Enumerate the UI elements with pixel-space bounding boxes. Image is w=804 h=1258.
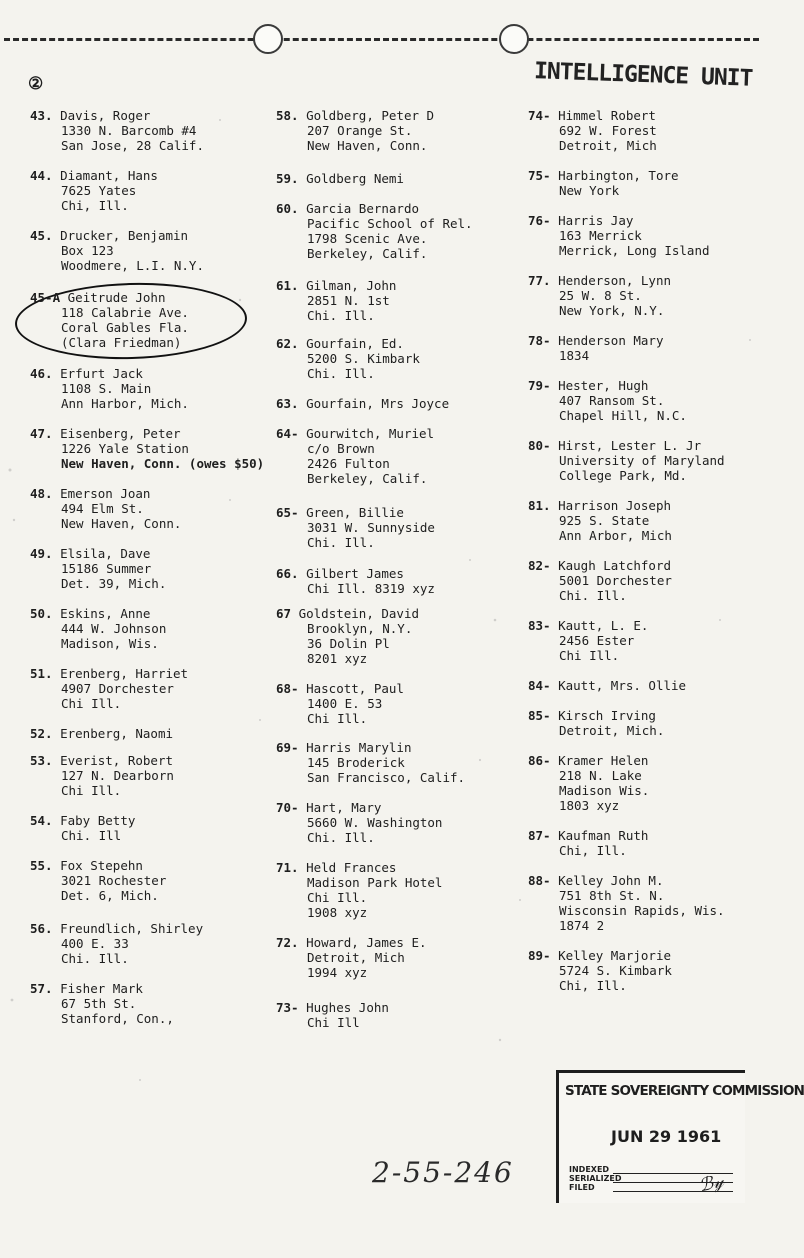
- entry-address-line: Madison Wis.: [559, 783, 650, 798]
- list-entry: [30, 546, 166, 591]
- list-entry: [30, 726, 173, 741]
- entry-address-line: 67 5th St.: [61, 996, 137, 1011]
- list-entry: [276, 336, 420, 381]
- entry-name-line: [528, 873, 725, 888]
- entry-address-line: Berkeley, Calif.: [307, 471, 428, 486]
- entry-name-line: [30, 108, 204, 123]
- list-entry: [528, 753, 649, 813]
- entry-name: Goldberg Nemi: [306, 171, 404, 186]
- entry-number: 81.: [528, 498, 551, 513]
- entry-number: 46.: [30, 366, 53, 381]
- serialized-label: SERIALIZED: [569, 1174, 622, 1183]
- entry-address-line: University of Maryland: [559, 453, 725, 468]
- entry-address-line: New Haven, Conn. (owes $50): [61, 456, 265, 471]
- entry-address-line: Detroit, Mich: [559, 138, 657, 153]
- entry-address-line: 25 W. 8 St.: [559, 288, 642, 303]
- entry-address-line: Madison Park Hotel: [307, 875, 443, 890]
- entry-address-line: Chi. Ill.: [307, 830, 375, 845]
- entry-number: 60.: [276, 201, 299, 216]
- entry-address-line: 15186 Summer: [61, 561, 152, 576]
- commission-labels: [569, 1165, 622, 1192]
- entry-name-line: [276, 800, 442, 815]
- entry-address-line: Ann Harbor, Mich.: [61, 396, 189, 411]
- list-entry: [528, 168, 679, 198]
- entry-number: 62.: [276, 336, 299, 351]
- entry-name-line: [30, 168, 158, 183]
- entry-address-line: Chi. Ill.: [559, 588, 627, 603]
- entry-address-line: San Francisco, Calif.: [307, 770, 466, 785]
- entry-number: 89-: [528, 948, 551, 963]
- entry-address-line: Coral Gables Fla.: [61, 320, 189, 335]
- entry-address-line: Chi. Ill.: [307, 535, 375, 550]
- list-entry: [276, 1000, 389, 1030]
- list-entry: [276, 681, 404, 726]
- entry-name-line: [276, 935, 427, 950]
- entry-number: 67: [276, 606, 292, 621]
- entry-name: Elsila, Dave: [60, 546, 151, 561]
- entry-address-line: Detroit, Mich.: [559, 723, 665, 738]
- entry-address-line: Chi. Ill.: [307, 366, 375, 381]
- entry-name: Hester, Hugh: [558, 378, 649, 393]
- entry-name: Fox Stepehn: [60, 858, 143, 873]
- entry-address-line: Chi Ill: [307, 1015, 360, 1030]
- entry-name-line: [276, 278, 396, 293]
- entry-name-line: [276, 1000, 389, 1015]
- entry-address-line: New York: [559, 183, 620, 198]
- entry-address-line: San Jose, 28 Calif.: [61, 138, 204, 153]
- entry-address-line: Chi Ill.: [307, 711, 368, 726]
- entry-name-line: [30, 753, 174, 768]
- list-entry: [276, 566, 435, 596]
- entry-name-line: [528, 558, 672, 573]
- entry-address-line: College Park, Md.: [559, 468, 687, 483]
- entry-name: Kelley John M.: [558, 873, 664, 888]
- list-entry: [528, 273, 671, 318]
- entry-address-line: Detroit, Mich: [307, 950, 405, 965]
- entry-number: 84-: [528, 678, 551, 693]
- list-entry: [276, 426, 434, 486]
- list-entry: [276, 606, 419, 666]
- entry-number: 65-: [276, 505, 299, 520]
- list-entry: [528, 948, 672, 993]
- entry-number: 43.: [30, 108, 53, 123]
- entry-number: 45-A: [30, 290, 61, 305]
- entry-name-line: [276, 171, 404, 186]
- entry-name: Held Frances: [306, 860, 397, 875]
- entry-address-line: Berkeley, Calif.: [307, 246, 428, 261]
- entry-name: Freundlich, Shirley: [60, 921, 204, 936]
- page-number: ②: [28, 74, 44, 94]
- entry-address-line: 36 Dolin Pl: [307, 636, 390, 651]
- entry-number: 64-: [276, 426, 299, 441]
- punch-hole-left: [253, 24, 283, 54]
- entry-name: Gourfain, Ed.: [306, 336, 404, 351]
- entry-address-line: 444 W. Johnson: [61, 621, 167, 636]
- entry-address-line: 1400 E. 53: [307, 696, 383, 711]
- entry-address-line: Chi Ill. 8319 xyz: [307, 581, 435, 596]
- entry-name: Harris Marylin: [306, 740, 412, 755]
- entry-name-line: [276, 740, 465, 755]
- entry-name-line: [30, 813, 135, 828]
- entry-address-line: 400 E. 33: [61, 936, 129, 951]
- entry-name-line: [528, 438, 725, 453]
- entry-name-line: [276, 426, 434, 441]
- list-entry: [30, 228, 204, 273]
- entry-name: Hirst, Lester L. Jr: [558, 438, 702, 453]
- list-entry: [528, 828, 648, 858]
- list-entry: [276, 171, 404, 186]
- entry-name-line: [528, 213, 710, 228]
- entry-address-line: Woodmere, L.I. N.Y.: [61, 258, 204, 273]
- entry-name: Kramer Helen: [558, 753, 649, 768]
- entry-address-line: 5001 Dorchester: [559, 573, 672, 588]
- entry-address-line: 1908 xyz: [307, 905, 368, 920]
- entry-number: 87-: [528, 828, 551, 843]
- entry-address-line: 118 Calabrie Ave.: [61, 305, 189, 320]
- entry-name-line: [528, 618, 648, 633]
- entry-address-line: 7625 Yates: [61, 183, 137, 198]
- list-entry: [276, 108, 434, 153]
- list-entry: [276, 278, 396, 323]
- entry-name-line: [528, 498, 672, 513]
- entry-number: 63.: [276, 396, 299, 411]
- entry-name: Diamant, Hans: [60, 168, 158, 183]
- entry-address-line: 145 Broderick: [307, 755, 405, 770]
- entry-name-line: [528, 948, 672, 963]
- list-entry: [528, 618, 648, 663]
- entry-address-line: 163 Merrick: [559, 228, 642, 243]
- entry-name-line: [528, 753, 649, 768]
- entry-number: 45.: [30, 228, 53, 243]
- entry-name-line: [30, 666, 188, 681]
- entry-name: Hascott, Paul: [306, 681, 404, 696]
- entry-name-line: [276, 566, 435, 581]
- entry-number: 55.: [30, 858, 53, 873]
- list-entry: [276, 935, 427, 980]
- entry-number: 52.: [30, 726, 53, 741]
- entry-address-line: 3031 W. Sunnyside: [307, 520, 435, 535]
- entry-name: Eskins, Anne: [60, 606, 151, 621]
- entry-address-line: 1798 Scenic Ave.: [307, 231, 428, 246]
- entry-name-line: [30, 858, 166, 873]
- entry-number: 66.: [276, 566, 299, 581]
- entry-name-line: [30, 726, 173, 741]
- list-entry: [30, 290, 189, 350]
- entry-address-line: 2426 Fulton: [307, 456, 390, 471]
- entry-name: Howard, James E.: [306, 935, 427, 950]
- entry-number: 85-: [528, 708, 551, 723]
- entry-name-line: [276, 860, 442, 875]
- list-entry: [30, 858, 166, 903]
- entry-number: 70-: [276, 800, 299, 815]
- entry-address-line: Chi Ill.: [307, 890, 368, 905]
- commission-date: JUN 29 1961: [611, 1127, 722, 1146]
- entry-name: Gilman, John: [306, 278, 397, 293]
- entry-name-line: [30, 426, 264, 441]
- entry-name: Gilbert James: [306, 566, 404, 581]
- entry-name: Kautt, L. E.: [558, 618, 649, 633]
- entry-name-line: [30, 290, 189, 305]
- entry-name-line: [276, 606, 419, 621]
- list-entry: [30, 753, 174, 798]
- entry-name: Green, Billie: [306, 505, 404, 520]
- entry-number: 77.: [528, 273, 551, 288]
- entry-address-line: Chi, Ill.: [61, 198, 129, 213]
- entry-address-line: 751 8th St. N.: [559, 888, 665, 903]
- entry-address-line: (Clara Friedman): [61, 335, 182, 350]
- entry-name-line: [30, 606, 166, 621]
- entry-address-line: Wisconsin Rapids, Wis.: [559, 903, 725, 918]
- entry-name: Henderson Mary: [558, 333, 664, 348]
- list-entry: [30, 666, 188, 711]
- entry-name-line: [276, 108, 434, 123]
- entry-number: 48.: [30, 486, 53, 501]
- entry-address-line: Ann Arbor, Mich: [559, 528, 672, 543]
- entry-address-line: Stanford, Con.,: [61, 1011, 174, 1026]
- entry-address-line: 407 Ransom St.: [559, 393, 665, 408]
- entry-name: Himmel Robert: [558, 108, 656, 123]
- list-entry: [528, 333, 663, 363]
- entry-address-line: 5660 W. Washington: [307, 815, 443, 830]
- list-entry: [528, 213, 710, 258]
- entry-name: Drucker, Benjamin: [60, 228, 189, 243]
- entry-name: Erenberg, Harriet: [60, 666, 189, 681]
- entry-number: 86-: [528, 753, 551, 768]
- list-entry: [30, 486, 181, 531]
- entry-address-line: 3021 Rochester: [61, 873, 167, 888]
- entry-name-line: [30, 486, 181, 501]
- entry-name-line: [528, 108, 657, 123]
- commission-title: STATE SOVEREIGNTY COMMISSION: [565, 1083, 804, 1099]
- entry-name-line: [276, 505, 435, 520]
- entry-address-line: Det. 6, Mich.: [61, 888, 159, 903]
- entry-address-line: Chi. Ill.: [61, 951, 129, 966]
- entry-address-line: Chi, Ill.: [559, 978, 627, 993]
- entry-name: Kautt, Mrs. Ollie: [558, 678, 687, 693]
- entry-address-line: Chi. Ill: [61, 828, 122, 843]
- entry-address-line: 4907 Dorchester: [61, 681, 174, 696]
- list-entry: [30, 606, 166, 651]
- entry-name: Davis, Roger: [60, 108, 151, 123]
- entry-name: Hughes John: [306, 1000, 389, 1015]
- entry-number: 80-: [528, 438, 551, 453]
- list-entry: [528, 108, 657, 153]
- entry-address-line: 1803 xyz: [559, 798, 620, 813]
- entry-address-line: New York, N.Y.: [559, 303, 665, 318]
- entry-name-line: [30, 921, 203, 936]
- entry-address-line: 207 Orange St.: [307, 123, 413, 138]
- entry-number: 50.: [30, 606, 53, 621]
- entry-address-line: 1108 S. Main: [61, 381, 152, 396]
- list-entry: [30, 168, 158, 213]
- entry-address-line: Chi Ill.: [559, 648, 620, 663]
- entry-name: Kaugh Latchford: [558, 558, 671, 573]
- entry-address-line: 1226 Yale Station: [61, 441, 189, 456]
- entry-address-line: 218 N. Lake: [559, 768, 642, 783]
- perforation-edge: [4, 38, 759, 41]
- entry-number: 72.: [276, 935, 299, 950]
- list-entry: [528, 558, 672, 603]
- entry-number: 56.: [30, 921, 53, 936]
- list-entry: [528, 678, 686, 693]
- list-entry: [528, 378, 687, 423]
- entry-name-line: [528, 678, 686, 693]
- entry-address-line: 5724 S. Kimbark: [559, 963, 672, 978]
- entry-number: 82-: [528, 558, 551, 573]
- filed-label: FILED: [569, 1183, 595, 1192]
- commission-receipt-stamp: [556, 1070, 804, 1203]
- entry-name: Fisher Mark: [60, 981, 143, 996]
- entry-name-line: [528, 273, 671, 288]
- entry-name-line: [30, 981, 174, 996]
- entry-address-line: Chapel Hill, N.C.: [559, 408, 687, 423]
- list-entry: [276, 201, 473, 261]
- entry-number: 78-: [528, 333, 551, 348]
- entry-name-line: [528, 333, 663, 348]
- list-entry: [30, 108, 204, 153]
- entry-address-line: Chi. Ill.: [307, 308, 375, 323]
- entry-number: 58.: [276, 108, 299, 123]
- entry-number: 54.: [30, 813, 53, 828]
- entry-name-line: [30, 228, 204, 243]
- list-entry: [30, 981, 174, 1026]
- entry-name-line: [528, 168, 679, 183]
- entry-number: 75-: [528, 168, 551, 183]
- list-entry: [276, 505, 435, 550]
- list-entry: [30, 921, 203, 966]
- entry-name: Erenberg, Naomi: [60, 726, 173, 741]
- entry-number: 44.: [30, 168, 53, 183]
- entry-name: Henderson, Lynn: [558, 273, 671, 288]
- list-entry: [276, 860, 442, 920]
- entry-address-line: 925 S. State: [559, 513, 650, 528]
- entry-address-line: Chi Ill.: [61, 696, 122, 711]
- entry-name-line: [276, 681, 404, 696]
- entry-name: Harbington, Tore: [558, 168, 679, 183]
- entry-name: Everist, Robert: [60, 753, 173, 768]
- entry-address-line: 1994 xyz: [307, 965, 368, 980]
- entry-name: Emerson Joan: [60, 486, 151, 501]
- entry-address-line: 1874 2: [559, 918, 605, 933]
- entry-name: Kirsch Irving: [558, 708, 656, 723]
- list-entry: [276, 740, 465, 785]
- entry-name-line: [30, 546, 166, 561]
- entry-number: 76-: [528, 213, 551, 228]
- list-entry: [528, 498, 672, 543]
- entry-address-line: New Haven, Conn.: [61, 516, 182, 531]
- entry-address-line: 1834: [559, 348, 590, 363]
- entry-number: 74-: [528, 108, 551, 123]
- entry-name: Harris Jay: [558, 213, 634, 228]
- entry-address-line: Chi Ill.: [61, 783, 122, 798]
- handwritten-initials: ℬ𝓎: [697, 1170, 726, 1197]
- entry-address-line: New Haven, Conn.: [307, 138, 428, 153]
- entry-name: Kaufman Ruth: [558, 828, 649, 843]
- entry-address-line: 5200 S. Kimbark: [307, 351, 420, 366]
- list-entry: [528, 873, 725, 933]
- list-entry: [30, 426, 264, 471]
- entry-address-line: Chi, Ill.: [559, 843, 627, 858]
- entry-address-line: Box 123: [61, 243, 114, 258]
- entry-address-line: 2851 N. 1st: [307, 293, 390, 308]
- entry-address-line: Merrick, Long Island: [559, 243, 710, 258]
- entry-name: Goldstein, David: [298, 606, 420, 621]
- entry-number: 47.: [30, 426, 53, 441]
- entry-name-line: [528, 378, 687, 393]
- entry-name: Harrison Joseph: [558, 498, 671, 513]
- handwritten-file-number: 2-55-246: [372, 1156, 514, 1189]
- punch-hole-right: [499, 24, 529, 54]
- entry-number: 57.: [30, 981, 53, 996]
- entry-name: Gourfain, Mrs Joyce: [306, 396, 450, 411]
- entry-number: 69-: [276, 740, 299, 755]
- entry-address-line: c/o Brown: [307, 441, 375, 456]
- entry-name: Kelley Marjorie: [558, 948, 671, 963]
- entry-name: Garcia Bernardo: [306, 201, 419, 216]
- list-entry: [528, 708, 664, 738]
- entry-name: Erfurt Jack: [60, 366, 143, 381]
- entry-number: 51.: [30, 666, 53, 681]
- entry-name: Gourwitch, Muriel: [306, 426, 435, 441]
- list-entry: [30, 366, 189, 411]
- entry-name-line: [276, 336, 420, 351]
- entry-address-line: Det. 39, Mich.: [61, 576, 167, 591]
- entry-name: Goldberg, Peter D: [306, 108, 435, 123]
- entry-address-line: Pacific School of Rel.: [307, 216, 473, 231]
- entry-address-line: 127 N. Dearborn: [61, 768, 174, 783]
- entry-address-line: 692 W. Forest: [559, 123, 657, 138]
- entry-name: Eisenberg, Peter: [60, 426, 181, 441]
- entry-address-line: 1330 N. Barcomb #4: [61, 123, 197, 138]
- list-entry: [276, 800, 442, 845]
- entry-number: 73-: [276, 1000, 299, 1015]
- entry-name-line: [528, 708, 664, 723]
- entry-address-line: 2456 Ester: [559, 633, 635, 648]
- entry-number: 49.: [30, 546, 53, 561]
- entry-number: 83-: [528, 618, 551, 633]
- indexed-label: INDEXED: [569, 1165, 610, 1174]
- entry-number: 53.: [30, 753, 53, 768]
- list-entry: [276, 396, 449, 411]
- entry-name-line: [276, 201, 473, 216]
- list-entry: [30, 813, 135, 843]
- entry-name: Faby Betty: [60, 813, 136, 828]
- entry-address-line: 8201 xyz: [307, 651, 368, 666]
- intelligence-unit-stamp: INTELLIGENCE UNIT: [533, 58, 753, 92]
- entry-address-line: 494 Elm St.: [61, 501, 144, 516]
- entry-name: Geitrude John: [67, 290, 166, 305]
- entry-number: 88-: [528, 873, 551, 888]
- list-entry: [528, 438, 725, 483]
- entry-name-line: [30, 366, 189, 381]
- entry-number: 71.: [276, 860, 299, 875]
- entry-name: Hart, Mary: [306, 800, 382, 815]
- entry-name-line: [276, 396, 449, 411]
- entry-number: 68-: [276, 681, 299, 696]
- entry-address-line: Brooklyn, N.Y.: [307, 621, 413, 636]
- entry-name-line: [528, 828, 648, 843]
- entry-address-line: Madison, Wis.: [61, 636, 159, 651]
- entry-number: 59.: [276, 171, 299, 186]
- entry-number: 79-: [528, 378, 551, 393]
- entry-number: 61.: [276, 278, 299, 293]
